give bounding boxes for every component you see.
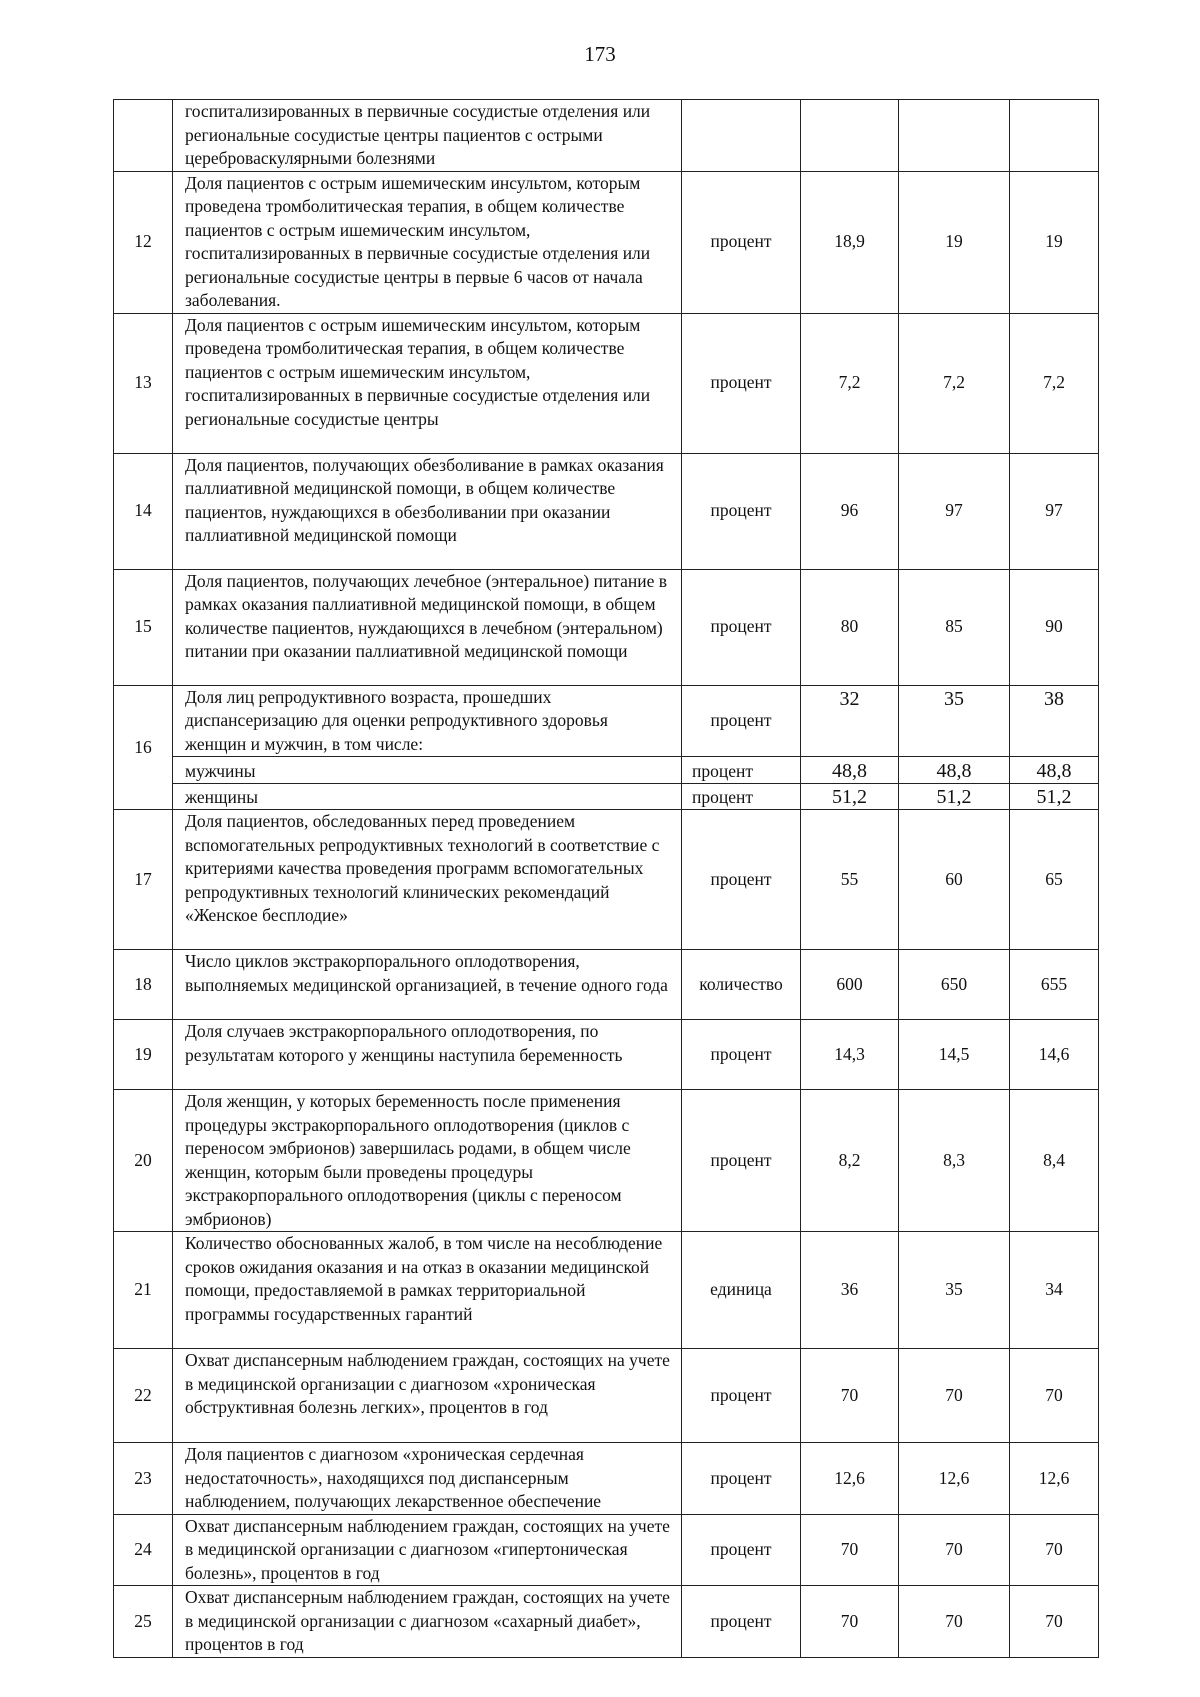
indicator-description: Число циклов экстракорпорального оплодотворения, выполняемых медицинской организацией, в течение одного года bbox=[173, 950, 682, 1020]
value-year-2: 7,2 bbox=[899, 313, 1010, 453]
indicator-description: Доля случаев экстракорпорального оплодотворения, по результатам которого у женщины наступила беременность bbox=[173, 1020, 682, 1090]
value-year-2: 70 bbox=[899, 1514, 1010, 1586]
row-number: 18 bbox=[114, 950, 173, 1020]
table-row bbox=[114, 1586, 1099, 1658]
unit-cell: процент bbox=[682, 810, 801, 950]
unit-cell: процент bbox=[682, 1349, 801, 1443]
value-year-3: 70 bbox=[1010, 1514, 1099, 1586]
value-year-2: 14,5 bbox=[899, 1020, 1010, 1090]
value-year-3: 65 bbox=[1010, 810, 1099, 950]
value-year-1: 8,2 bbox=[801, 1090, 899, 1232]
value-year-3: 90 bbox=[1010, 569, 1099, 685]
value-year-2: 8,3 bbox=[899, 1090, 1010, 1232]
table-row bbox=[114, 569, 1099, 685]
value-year-1: 70 bbox=[801, 1586, 899, 1658]
subgroup-label: мужчины bbox=[173, 757, 682, 784]
page-number: 173 bbox=[584, 42, 616, 66]
value-year-3: 48,8 bbox=[1010, 757, 1099, 784]
value-year-1 bbox=[801, 100, 899, 172]
value-year-1: 32 bbox=[801, 685, 899, 757]
value-year-3: 70 bbox=[1010, 1349, 1099, 1443]
value-year-1: 48,8 bbox=[801, 757, 899, 784]
value-year-2: 12,6 bbox=[899, 1443, 1010, 1515]
value-year-3: 70 bbox=[1010, 1586, 1099, 1658]
value-year-1: 7,2 bbox=[801, 313, 899, 453]
value-year-1: 12,6 bbox=[801, 1443, 899, 1515]
unit-cell: процент bbox=[682, 1514, 801, 1586]
value-year-1: 70 bbox=[801, 1514, 899, 1586]
row-number: 20 bbox=[114, 1090, 173, 1232]
table-row bbox=[114, 1514, 1099, 1586]
row-number: 19 bbox=[114, 1020, 173, 1090]
row-number: 13 bbox=[114, 313, 173, 453]
value-year-2: 35 bbox=[899, 685, 1010, 757]
value-year-3: 8,4 bbox=[1010, 1090, 1099, 1232]
table-row bbox=[114, 1349, 1099, 1443]
value-year-2: 650 bbox=[899, 950, 1010, 1020]
indicator-description: Доля пациентов с острым ишемическим инсультом, которым проведена тромболитическая терапия, в общем количестве пациентов с острым ишемическим инсультом, госпитализированных в первичные сосудистые отделения или региональные сосудистые центры bbox=[173, 313, 682, 453]
unit-cell: процент bbox=[682, 1020, 801, 1090]
row-number: 14 bbox=[114, 453, 173, 569]
value-year-2: 51,2 bbox=[899, 784, 1010, 810]
table-row bbox=[114, 1020, 1099, 1090]
table-row bbox=[114, 1232, 1099, 1349]
table-row bbox=[114, 100, 1099, 172]
indicator-description: Охват диспансерным наблюдением граждан, состоящих на учете в медицинской организации с диагнозом «хроническая обструктивная болезнь легких», процентов в год bbox=[173, 1349, 682, 1443]
unit-cell: процент bbox=[682, 453, 801, 569]
table-row bbox=[114, 1090, 1099, 1232]
table-subrow bbox=[114, 784, 1099, 810]
row-number: 15 bbox=[114, 569, 173, 685]
row-number: 17 bbox=[114, 810, 173, 950]
value-year-2: 97 bbox=[899, 453, 1010, 569]
subgroup-label: женщины bbox=[173, 784, 682, 810]
unit-cell: процент bbox=[682, 313, 801, 453]
indicator-description: Количество обоснованных жалоб, в том числе на несоблюдение сроков ожидания оказания и на отказ в оказании медицинской помощи, предоставляемой в рамках территориальной программы государственных гарантий bbox=[173, 1232, 682, 1349]
unit-cell: единица bbox=[682, 1232, 801, 1349]
value-year-1: 96 bbox=[801, 453, 899, 569]
value-year-2: 48,8 bbox=[899, 757, 1010, 784]
table-row bbox=[114, 1443, 1099, 1515]
row-number: 24 bbox=[114, 1514, 173, 1586]
value-year-3: 7,2 bbox=[1010, 313, 1099, 453]
value-year-3: 19 bbox=[1010, 171, 1099, 313]
table-subrow bbox=[114, 757, 1099, 784]
unit-cell: процент bbox=[682, 1586, 801, 1658]
indicator-description: Доля пациентов, обследованных перед проведением вспомогательных репродуктивных технологий в соответствие с критериями качества проведения программ вспомогательных репродуктивных технологий клинических рекомендаций «Женское бесплодие» bbox=[173, 810, 682, 950]
indicator-description: Доля пациентов с острым ишемическим инсультом, которым проведена тромболитическая терапия, в общем количестве пациентов с острым ишемическим инсультом, госпитализированных в первичные сосудистые отделения или региональные сосудистые центры в первые 6 часов от начала заболевания. bbox=[173, 171, 682, 313]
value-year-2: 35 bbox=[899, 1232, 1010, 1349]
unit-cell: процент bbox=[682, 569, 801, 685]
value-year-1: 51,2 bbox=[801, 784, 899, 810]
value-year-1: 14,3 bbox=[801, 1020, 899, 1090]
unit-cell: процент bbox=[682, 757, 801, 784]
value-year-3: 38 bbox=[1010, 685, 1099, 757]
row-number: 22 bbox=[114, 1349, 173, 1443]
value-year-3: 51,2 bbox=[1010, 784, 1099, 810]
indicators-table bbox=[113, 99, 1099, 1658]
value-year-2: 19 bbox=[899, 171, 1010, 313]
value-year-1: 600 bbox=[801, 950, 899, 1020]
row-number: 25 bbox=[114, 1586, 173, 1658]
value-year-3: 14,6 bbox=[1010, 1020, 1099, 1090]
row-number: 16 bbox=[114, 685, 173, 810]
table-row bbox=[114, 313, 1099, 453]
unit-cell: процент bbox=[682, 1443, 801, 1515]
value-year-3: 12,6 bbox=[1010, 1443, 1099, 1515]
row-number bbox=[114, 100, 173, 172]
table-row bbox=[114, 171, 1099, 313]
unit-cell: процент bbox=[682, 685, 801, 757]
unit-cell: количество bbox=[682, 950, 801, 1020]
table-row bbox=[114, 950, 1099, 1020]
value-year-1: 18,9 bbox=[801, 171, 899, 313]
table-row bbox=[114, 810, 1099, 950]
indicator-description: Доля пациентов, получающих лечебное (энтеральное) питание в рамках оказания паллиативной медицинской помощи, в общем количестве пациентов, нуждающихся в лечебном (энтеральном) питании при оказании паллиативной медицинской помощи bbox=[173, 569, 682, 685]
unit-cell bbox=[682, 100, 801, 172]
value-year-1: 36 bbox=[801, 1232, 899, 1349]
row-number: 21 bbox=[114, 1232, 173, 1349]
table-row bbox=[114, 453, 1099, 569]
indicator-description: Доля женщин, у которых беременность после применения процедуры экстракорпорального оплодотворения (циклов с переносом эмбрионов) завершилась родами, в общем числе женщин, которым были проведены процедуры экстракорпорального оплодотворения (циклы с переносом эмбрионов) bbox=[173, 1090, 682, 1232]
indicator-description: Доля пациентов с диагнозом «хроническая сердечная недостаточность», находящихся под диспансерным наблюдением, получающих лекарственное обеспечение bbox=[173, 1443, 682, 1515]
row-number: 12 bbox=[114, 171, 173, 313]
indicator-description: Охват диспансерным наблюдением граждан, состоящих на учете в медицинской организации с диагнозом «гипертоническая болезнь», процентов в год bbox=[173, 1514, 682, 1586]
value-year-2: 85 bbox=[899, 569, 1010, 685]
value-year-3: 655 bbox=[1010, 950, 1099, 1020]
value-year-2: 70 bbox=[899, 1586, 1010, 1658]
value-year-3: 34 bbox=[1010, 1232, 1099, 1349]
value-year-3: 97 bbox=[1010, 453, 1099, 569]
unit-cell: процент bbox=[682, 784, 801, 810]
value-year-2: 70 bbox=[899, 1349, 1010, 1443]
value-year-1: 80 bbox=[801, 569, 899, 685]
unit-cell: процент bbox=[682, 1090, 801, 1232]
value-year-1: 70 bbox=[801, 1349, 899, 1443]
indicator-description: Доля лиц репродуктивного возраста, прошедших диспансеризацию для оценки репродуктивного здоровья женщин и мужчин, в том числе: bbox=[173, 685, 682, 757]
row-number: 23 bbox=[114, 1443, 173, 1515]
unit-cell: процент bbox=[682, 171, 801, 313]
indicator-description: Охват диспансерным наблюдением граждан, состоящих на учете в медицинской организации с диагнозом «сахарный диабет», процентов в год bbox=[173, 1586, 682, 1658]
table-row bbox=[114, 685, 1099, 757]
indicator-description: госпитализированных в первичные сосудистые отделения или региональные сосудистые центры пациентов с острыми цереброваскулярными болезнями bbox=[173, 100, 682, 172]
value-year-3 bbox=[1010, 100, 1099, 172]
value-year-2: 60 bbox=[899, 810, 1010, 950]
value-year-2 bbox=[899, 100, 1010, 172]
value-year-1: 55 bbox=[801, 810, 899, 950]
indicator-description: Доля пациентов, получающих обезболивание в рамках оказания паллиативной медицинской помощи, в общем количестве пациентов, нуждающихся в обезболивании при оказании паллиативной медицинской помощи bbox=[173, 453, 682, 569]
